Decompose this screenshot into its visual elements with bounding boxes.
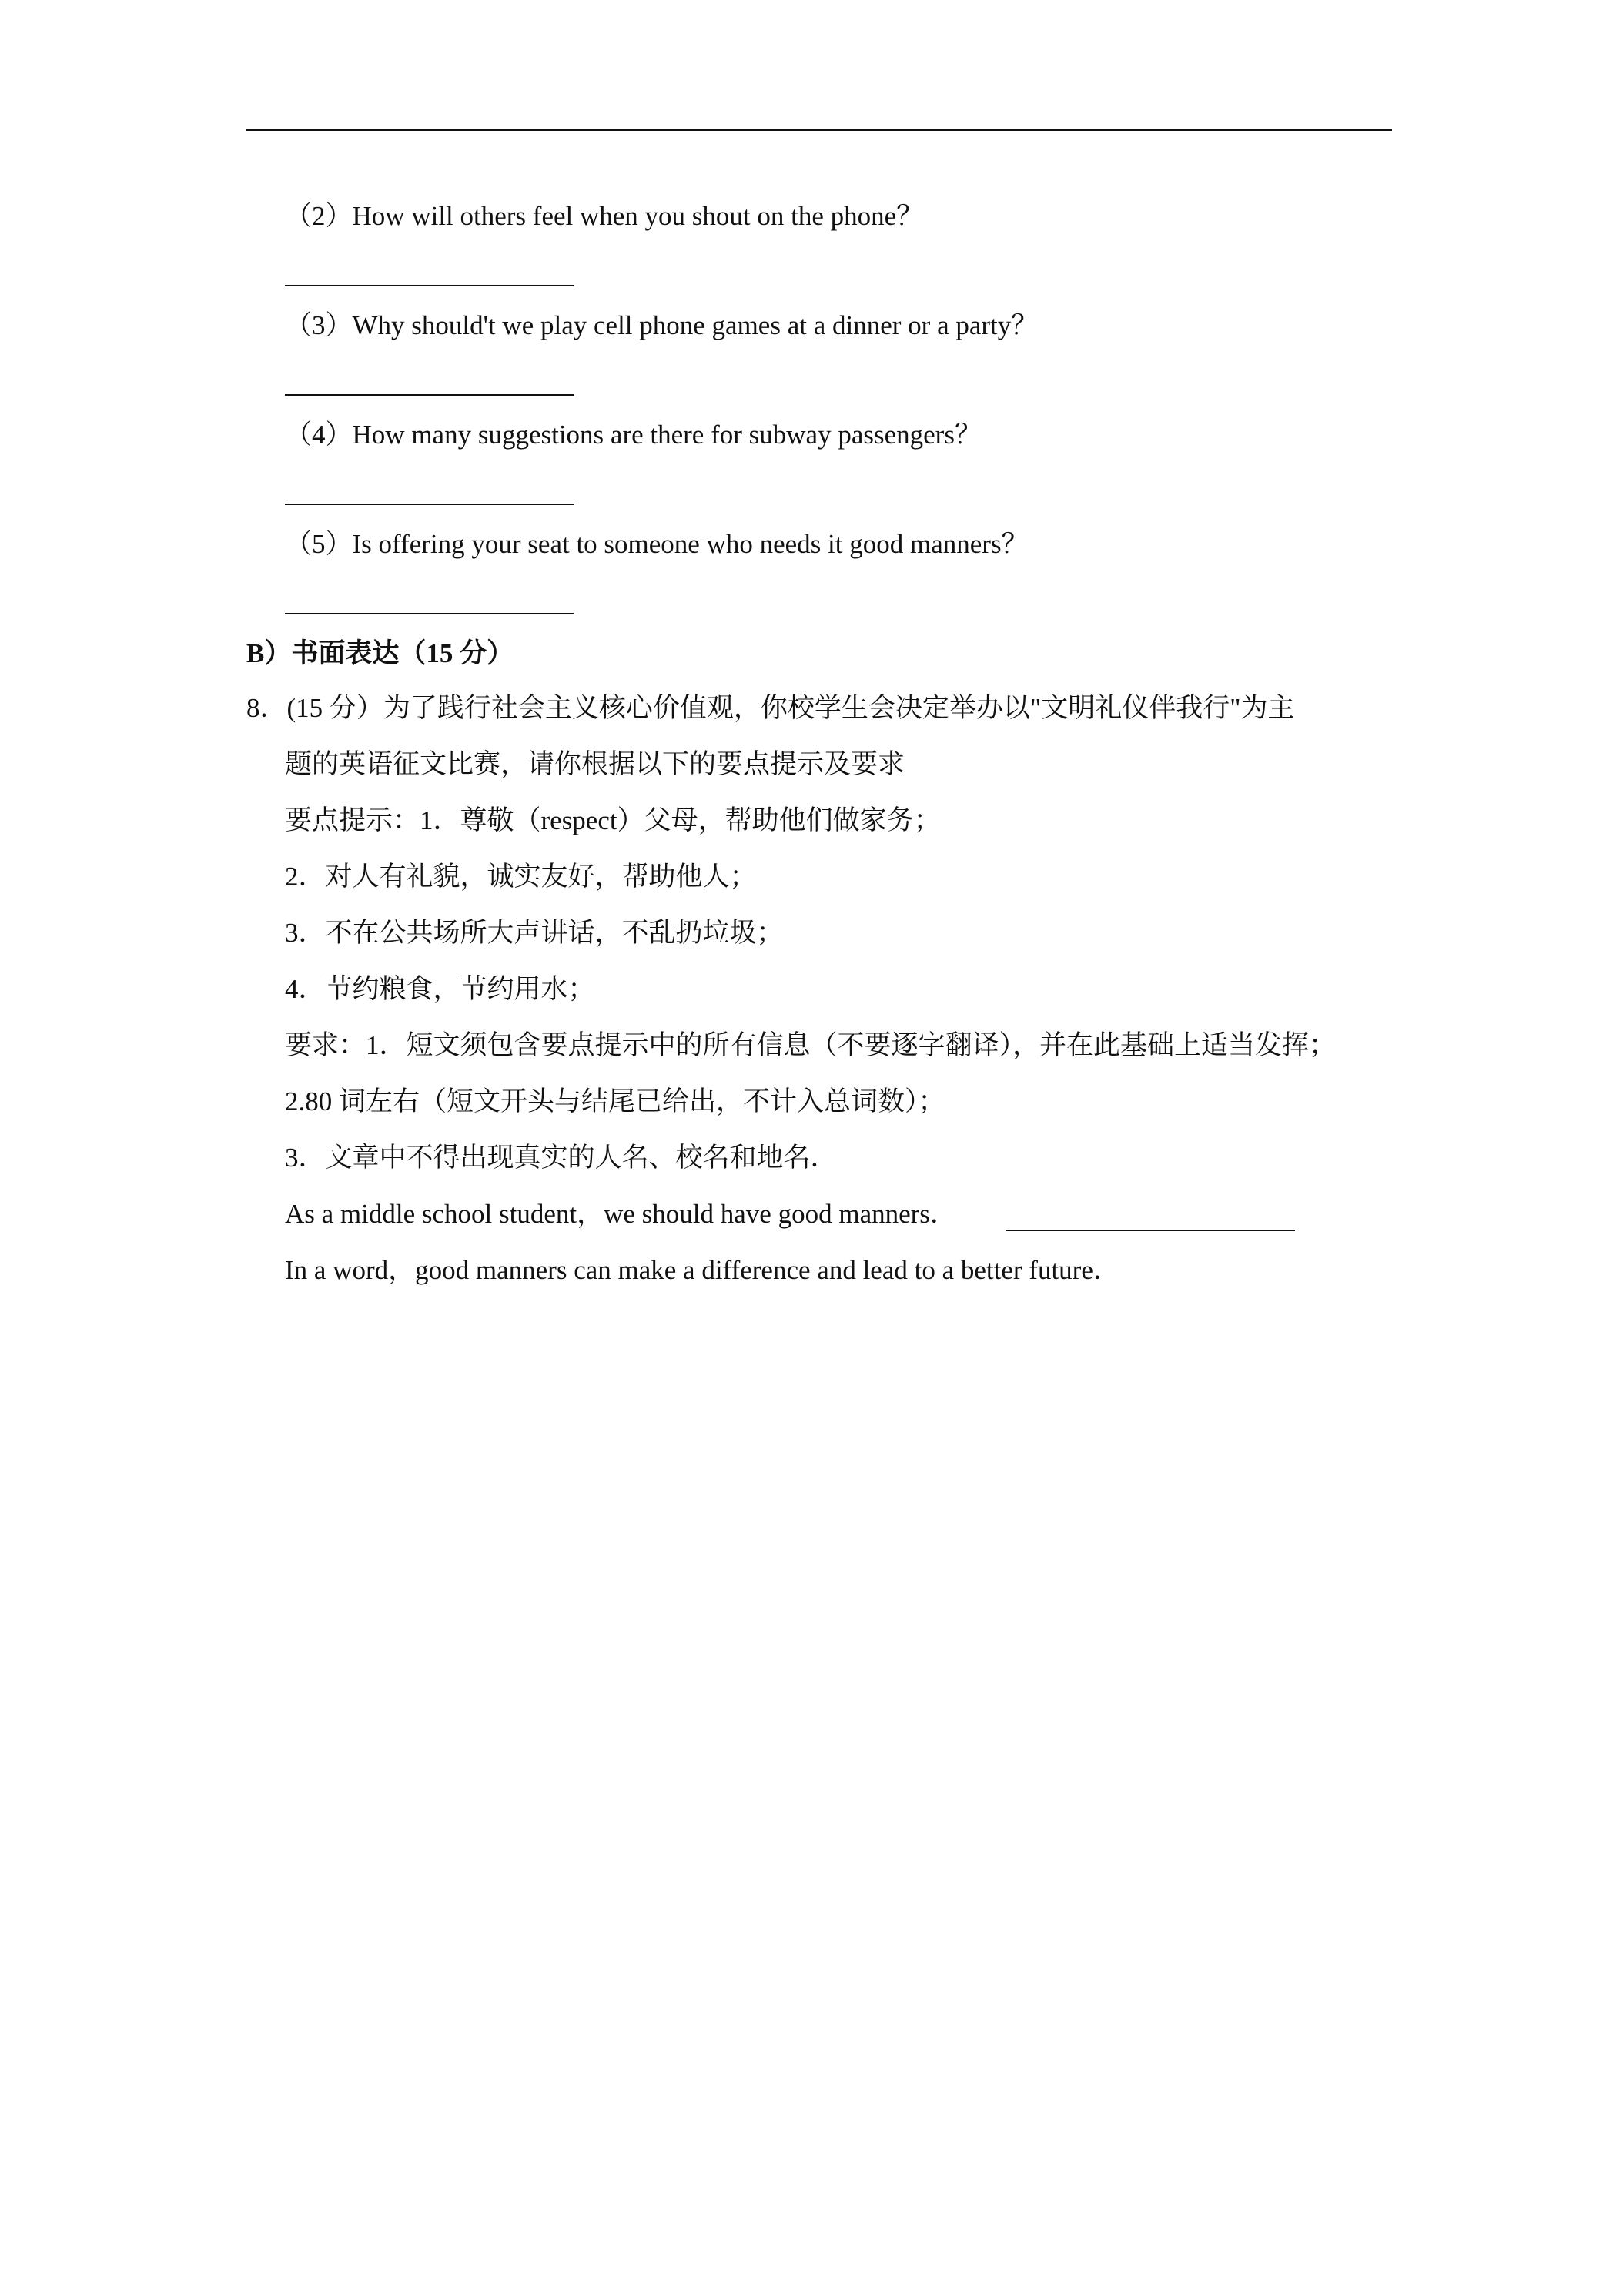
task-8-line-2: 题的英语征文比赛，请你根据以下的要点提示及要求 bbox=[285, 749, 905, 779]
requirement-2: 2.80 词左右（短文开头与结尾已给出，不计入总词数）； bbox=[285, 1086, 945, 1116]
answer-blank-5[interactable] bbox=[285, 613, 574, 614]
question-text: Why should't we play cell phone games at a dinner or a party？ bbox=[352, 310, 1039, 340]
question-2 bbox=[285, 199, 923, 233]
question-3 bbox=[285, 309, 1038, 343]
question-number: （3） bbox=[285, 310, 353, 340]
question-text: How will others feel when you shout on the phone？ bbox=[352, 201, 924, 231]
requirement-1: 要求：1．短文须包含要点提示中的所有信息（不要逐字翻译），并在此基础上适当发挥； bbox=[285, 1030, 1337, 1060]
key-point-3: 3．不在公共场所大声讲话，不乱扔垃圾； bbox=[285, 918, 784, 948]
essay-answer-blank[interactable] bbox=[1006, 1230, 1295, 1231]
requirement-3: 3．文章中不得出现真实的人名、校名和地名． bbox=[285, 1143, 838, 1173]
question-text: How many suggestions are there for subway passengers？ bbox=[352, 420, 982, 450]
page-header-rule bbox=[246, 129, 1392, 131]
question-number: （4） bbox=[285, 420, 353, 450]
key-point-4: 4．节约粮食，节约用水； bbox=[285, 974, 595, 1004]
answer-blank-4[interactable] bbox=[285, 504, 574, 505]
question-5 bbox=[285, 527, 1029, 561]
key-point-1: 要点提示：1．尊敬（respect）父母，帮助他们做家务； bbox=[285, 805, 941, 835]
answer-blank-3[interactable] bbox=[285, 394, 574, 396]
key-point-2: 2．对人有礼貌，诚实友好，帮助他人； bbox=[285, 862, 757, 892]
essay-opening: As a middle school student，we should have good manners． bbox=[285, 1199, 957, 1229]
question-text: Is offering your seat to someone who needs it good manners？ bbox=[352, 529, 1029, 559]
answer-blank-2[interactable] bbox=[285, 285, 574, 286]
question-number: （2） bbox=[285, 201, 353, 231]
question-number: （5） bbox=[285, 529, 353, 559]
essay-closing: In a word，good manners can make a difference and lead to a better future． bbox=[285, 1255, 1120, 1285]
section-b-heading: B）书面表达（15 分） bbox=[246, 638, 514, 668]
question-4 bbox=[285, 418, 982, 452]
task-8-line-1: 8．(15 分）为了践行社会主义核心价值观，你校学生会决定举办以"文明礼仪伴我行"为主 bbox=[246, 693, 1295, 723]
